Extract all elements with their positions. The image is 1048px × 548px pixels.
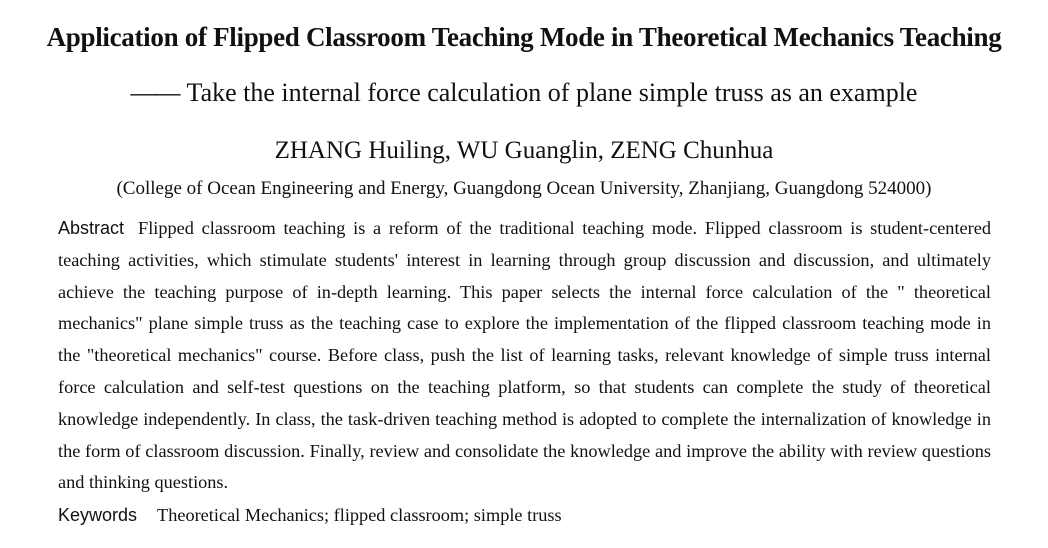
abstract-label: Abstract bbox=[58, 218, 125, 238]
keywords-section bbox=[58, 500, 991, 532]
keywords-label: Keywords bbox=[58, 505, 138, 525]
subtitle-text: Take the internal force calculation of plane simple truss as an example bbox=[186, 78, 918, 107]
paper-title: Application of Flipped Classroom Teaching Mode in Theoretical Mechanics Teaching bbox=[46, 22, 1002, 52]
abstract-section bbox=[58, 213, 991, 499]
paper-subtitle bbox=[0, 78, 1048, 108]
subtitle-dash: —— bbox=[130, 78, 179, 107]
author-list: ZHANG Huiling, WU Guanglin, ZENG Chunhua bbox=[274, 137, 774, 164]
keywords-text: Theoretical Mechanics; flipped classroom; simple truss bbox=[157, 505, 562, 525]
author-affiliation: (College of Ocean Engineering and Energy, Guangdong Ocean University, Zhanjiang, Guangdong 524000) bbox=[116, 178, 932, 199]
abstract-text: Flipped classroom teaching is a reform of the traditional teaching mode. Flipped classroom is student-centered teaching activities, which stimulate students' interest in learning through group discussion and discussion, and ultimately achieve the teaching purpose of in-depth learning. This paper selects the internal force calculation of the " theoretical mechanics" plane simple truss as the teaching case to explore the implementation of the flipped classroom teaching mode in the "theoretical mechanics" course. Before class, push the list of learning tasks, relevant knowledge of simple truss internal force calculation and self-test questions on the teaching platform, so that students can complete the study of theoretical knowledge independently. In class, the task-driven teaching method is adopted to complete the internalization of knowledge in the form of classroom discussion. Finally, review and consolidate the knowledge and improve the ability with review questions and thinking questions. bbox=[58, 218, 991, 493]
